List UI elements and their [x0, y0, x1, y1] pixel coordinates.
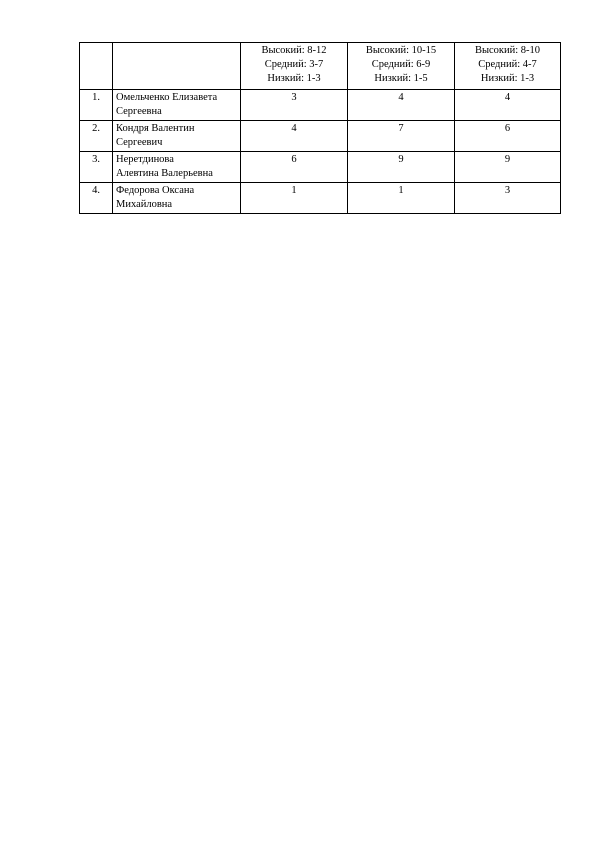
name-line: Михайловна: [116, 199, 173, 210]
score-cell: 3: [241, 90, 348, 121]
criteria-high: Высокий: 10-15: [365, 45, 437, 56]
score-cell: 4: [241, 121, 348, 152]
score-cell: 7: [348, 121, 455, 152]
table-row: [80, 152, 561, 183]
score-cell: 6: [241, 152, 348, 183]
row-number: 4.: [80, 183, 113, 214]
header-criteria-cell-3: [455, 43, 561, 90]
results-table: [79, 42, 561, 214]
header-name-cell: [113, 43, 241, 90]
score-cell: 9: [348, 152, 455, 183]
criteria-mid: Средний: 4-7: [478, 59, 537, 70]
table-row: [80, 90, 561, 121]
row-name: [113, 121, 241, 152]
name-line: Алевтина Валерьевна: [116, 168, 213, 179]
header-num-cell: [80, 43, 113, 90]
name-line: Сергеевич: [116, 137, 163, 148]
table-row: [80, 121, 561, 152]
row-name: [113, 90, 241, 121]
score-cell: 4: [455, 90, 561, 121]
name-line: Кондря Валентин: [116, 123, 195, 134]
criteria-mid: Средний: 3-7: [264, 59, 324, 70]
header-criteria-cell-2: [348, 43, 455, 90]
score-cell: 4: [348, 90, 455, 121]
name-line: Неретдинова: [116, 154, 174, 165]
row-name: [113, 183, 241, 214]
row-number: 2.: [80, 121, 113, 152]
score-cell: 1: [348, 183, 455, 214]
header-criteria-cell-1: [241, 43, 348, 90]
criteria-low: Низкий: 1-3: [480, 73, 535, 84]
criteria-low: Низкий: 1-3: [267, 73, 321, 84]
row-name: [113, 152, 241, 183]
criteria-high: Высокий: 8-12: [261, 45, 327, 56]
criteria-low: Низкий: 1-5: [374, 73, 428, 84]
name-line: Сергеевна: [116, 106, 162, 117]
score-cell: 6: [455, 121, 561, 152]
table-header-row: [80, 43, 561, 90]
criteria-high: Высокий: 8-10: [474, 45, 541, 56]
name-line: Федорова Оксана: [116, 185, 195, 196]
score-cell: 3: [455, 183, 561, 214]
score-cell: 1: [241, 183, 348, 214]
score-cell: 9: [455, 152, 561, 183]
criteria-mid: Средний: 6-9: [371, 59, 431, 70]
table-row: [80, 183, 561, 214]
name-line: Омельченко Елизавета: [116, 92, 218, 103]
row-number: 1.: [80, 90, 113, 121]
row-number: 3.: [80, 152, 113, 183]
